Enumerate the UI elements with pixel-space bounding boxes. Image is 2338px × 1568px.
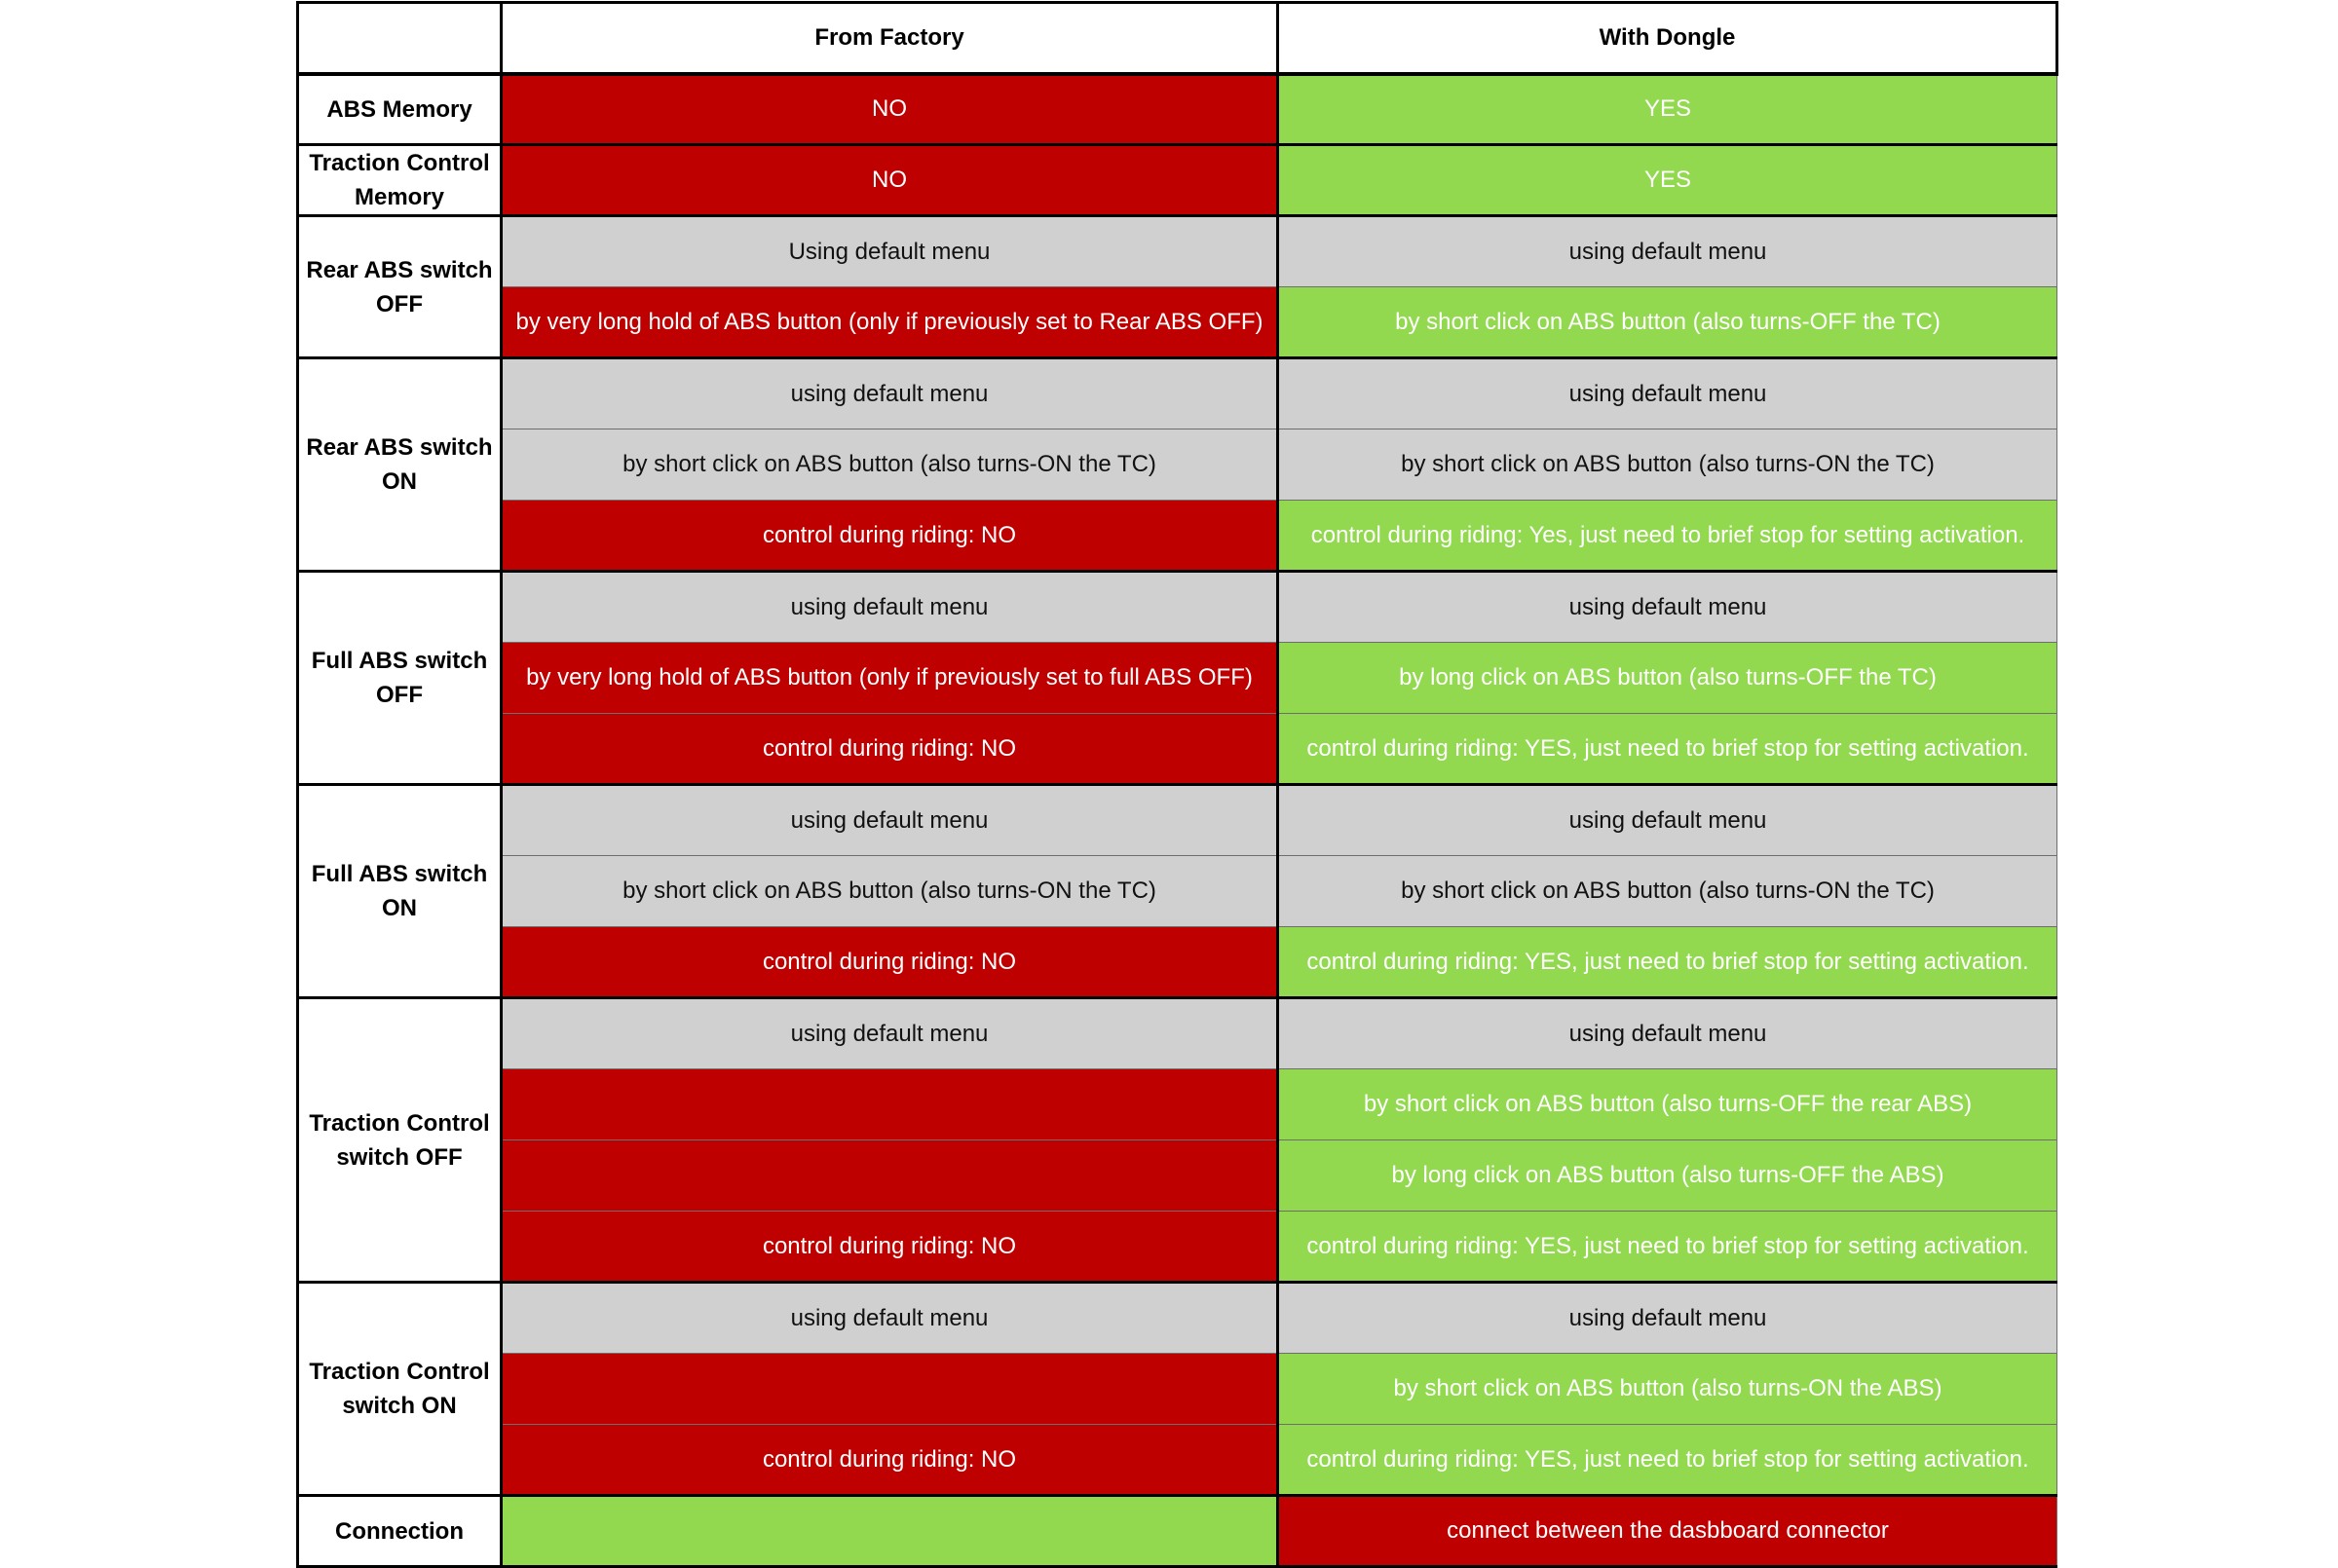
cell-factory-full-abs-on-button: by short click on ABS button (also turns-ON the TC) [502, 856, 1278, 927]
cell-factory-tc-memory: NO [502, 145, 1278, 216]
cell-factory-abs-memory: NO [502, 74, 1278, 145]
cell-factory-tc-off-long-click [502, 1140, 1278, 1212]
cell-factory-tc-off-short-click [502, 1069, 1278, 1140]
cell-factory-full-abs-off-button: by very long hold of ABS button (only if previously set to full ABS OFF) [502, 643, 1278, 714]
cell-dongle-full-abs-off-menu: using default menu [1278, 572, 2057, 643]
table-row [298, 74, 2057, 145]
cell-dongle-tc-memory: YES [1278, 145, 2057, 216]
table-row [298, 643, 2057, 714]
cell-dongle-rear-abs-on-button: by short click on ABS button (also turns-ON the TC) [1278, 429, 2057, 501]
table-row [298, 856, 2057, 927]
cell-factory-tc-on-short-click [502, 1354, 1278, 1425]
cell-dongle-full-abs-off-riding: control during riding: YES, just need to brief stop for setting activation. [1278, 714, 2057, 785]
table-row [298, 145, 2057, 216]
row-label-tc-on: Traction Control switch ON [298, 1283, 502, 1496]
cell-factory-connection [502, 1496, 1278, 1567]
cell-dongle-full-abs-on-menu: using default menu [1278, 785, 2057, 856]
cell-dongle-rear-abs-on-riding: control during riding: Yes, just need to brief stop for setting activation. [1278, 501, 2057, 572]
cell-factory-tc-on-riding: control during riding: NO [502, 1425, 1278, 1496]
table-row [298, 572, 2057, 643]
row-label-full-abs-off: Full ABS switch OFF [298, 572, 502, 785]
table-row [298, 1069, 2057, 1140]
cell-factory-tc-on-menu: using default menu [502, 1283, 1278, 1354]
row-label-tc-off: Traction Control switch OFF [298, 998, 502, 1283]
cell-factory-rear-abs-off-button: by very long hold of ABS button (only if previously set to Rear ABS OFF) [502, 287, 1278, 358]
cell-dongle-full-abs-off-button: by long click on ABS button (also turns-OFF the TC) [1278, 643, 2057, 714]
table-row [298, 998, 2057, 1069]
cell-factory-full-abs-on-menu: using default menu [502, 785, 1278, 856]
row-label-full-abs-on: Full ABS switch ON [298, 785, 502, 998]
header-corner-cell [298, 3, 502, 74]
cell-factory-full-abs-off-riding: control during riding: NO [502, 714, 1278, 785]
table-row [298, 785, 2057, 856]
cell-dongle-full-abs-on-button: by short click on ABS button (also turns-ON the TC) [1278, 856, 2057, 927]
row-label-tc-memory: Traction Control Memory [298, 145, 502, 216]
table-row [298, 429, 2057, 501]
cell-dongle-full-abs-on-riding: control during riding: YES, just need to brief stop for setting activation. [1278, 927, 2057, 998]
cell-dongle-rear-abs-off-button: by short click on ABS button (also turns-OFF the TC) [1278, 287, 2057, 358]
cell-dongle-abs-memory: YES [1278, 74, 2057, 145]
table-row [298, 714, 2057, 785]
comparison-table [296, 1, 2058, 1568]
table-row [298, 358, 2057, 429]
cell-factory-rear-abs-on-riding: control during riding: NO [502, 501, 1278, 572]
table-row [298, 1140, 2057, 1212]
table-row [298, 287, 2057, 358]
cell-dongle-tc-off-riding: control during riding: YES, just need to brief stop for setting activation. [1278, 1212, 2057, 1283]
cell-dongle-tc-off-short-click: by short click on ABS button (also turns-OFF the rear ABS) [1278, 1069, 2057, 1140]
row-label-rear-abs-off: Rear ABS switch OFF [298, 216, 502, 358]
cell-dongle-rear-abs-on-menu: using default menu [1278, 358, 2057, 429]
cell-dongle-tc-on-riding: control during riding: YES, just need to brief stop for setting activation. [1278, 1425, 2057, 1496]
cell-dongle-rear-abs-off-menu: using default menu [1278, 216, 2057, 287]
cell-factory-rear-abs-off-menu: Using default menu [502, 216, 1278, 287]
table-row [298, 216, 2057, 287]
cell-factory-tc-off-riding: control during riding: NO [502, 1212, 1278, 1283]
cell-factory-rear-abs-on-menu: using default menu [502, 358, 1278, 429]
table-row [298, 1496, 2057, 1567]
cell-dongle-connection: connect between the dasbboard connector [1278, 1496, 2057, 1567]
row-label-connection: Connection [298, 1496, 502, 1567]
table-row [298, 501, 2057, 572]
cell-factory-full-abs-on-riding: control during riding: NO [502, 927, 1278, 998]
table-row [298, 1212, 2057, 1283]
cell-factory-rear-abs-on-button: by short click on ABS button (also turns-ON the TC) [502, 429, 1278, 501]
cell-dongle-tc-off-long-click: by long click on ABS button (also turns-OFF the ABS) [1278, 1140, 2057, 1212]
header-with-dongle: With Dongle [1278, 3, 2057, 74]
header-row [298, 3, 2057, 74]
table-row [298, 1283, 2057, 1354]
cell-dongle-tc-on-menu: using default menu [1278, 1283, 2057, 1354]
row-label-rear-abs-on: Rear ABS switch ON [298, 358, 502, 572]
cell-dongle-tc-off-menu: using default menu [1278, 998, 2057, 1069]
row-label-abs-memory: ABS Memory [298, 74, 502, 145]
cell-factory-full-abs-off-menu: using default menu [502, 572, 1278, 643]
table-row [298, 1425, 2057, 1496]
table-row [298, 927, 2057, 998]
cell-factory-tc-off-menu: using default menu [502, 998, 1278, 1069]
cell-dongle-tc-on-short-click: by short click on ABS button (also turns-ON the ABS) [1278, 1354, 2057, 1425]
header-from-factory: From Factory [502, 3, 1278, 74]
table-row [298, 1354, 2057, 1425]
